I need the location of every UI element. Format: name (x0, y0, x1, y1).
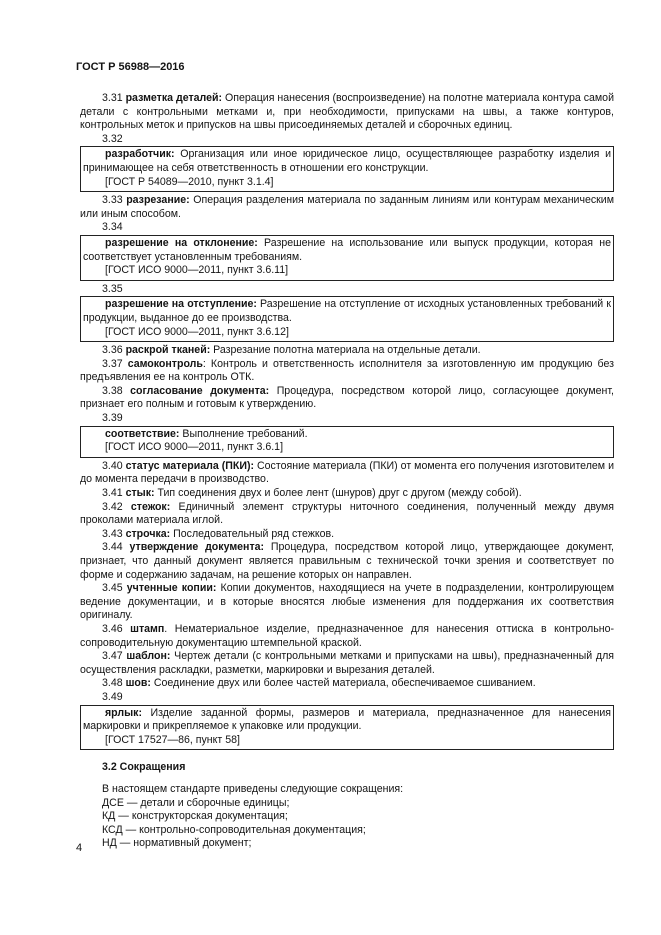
term-number: 3.49 (102, 690, 123, 703)
term-name: самоконтроль (127, 357, 203, 370)
page-number: 4 (76, 842, 83, 854)
section-title: 3.2 Сокращения (102, 761, 186, 774)
term-box-3-35: разрешение на отступление: Разрешение на отступление от исходных установленных требований к продукции, выданное до ее производства. [ГОСТ ИСО 9000—2011, пункт 3.6.12] (80, 296, 614, 342)
abbreviation-item: ДСЕ — детали и сборочные единицы; (102, 796, 290, 809)
term-box-3-49: ярлык: Изделие заданной формы, размеров и материала, предназначенное для нанесения маркировки и прикрепляемое к упаковке или продукции. [ГОСТ 17527—86, пункт 58] (80, 705, 614, 751)
document-header: ГОСТ Р 56988—2016 (76, 61, 185, 73)
term-entry-3-36: 3.36 раскрой тканей: Разрезание полотна материала на отдельные детали. (102, 344, 481, 357)
term-name: разметка деталей: (125, 92, 223, 104)
abbreviation-item: НД — нормативный документ; (102, 837, 252, 850)
term-entry-3-46: 3.46 штамп. Нематериальное изделие, предназначенное для нанесения оттиска в контрольно-сопроводительную документацию штемпельной краской. (80, 622, 615, 649)
term-name: разрешение на отклонение: (105, 236, 258, 249)
term-entry-3-38: 3.38 согласование документа: Процедура, посредством которой лицо, согласующее документ, признает его полным и готовым к утверждению. (80, 384, 614, 411)
term-source: [ГОСТ ИСО 9000—2011, пункт 3.6.11] (105, 264, 289, 277)
term-entry-3-40: 3.40 статус материала (ПКИ): Состояние материала (ПКИ) от момента его получения изготовителем и до момента передачи в производство. (80, 459, 614, 486)
term-name: стык: (125, 487, 155, 500)
term-name: учтенные копии: (126, 582, 217, 595)
term-number: 3.39 (102, 412, 123, 425)
abbreviation-item: КСД — контрольно-сопроводительная документация; (102, 823, 366, 836)
term-entry-3-33: 3.33 разрезание: Операция разделения материала по заданным линиям или контурам механическим или иным способом. (80, 194, 615, 220)
term-name: строчка: (125, 527, 171, 540)
term-number: 3.32 (102, 132, 123, 145)
term-source: [ГОСТ Р 54089—2010, пункт 3.1.4] (105, 175, 274, 188)
term-name: стежок: (130, 500, 171, 513)
term-box-3-39: соответствие: Выполнение требований. [ГОСТ ИСО 9000—2011, пункт 3.6.1] (80, 426, 614, 458)
term-name: согласование документа: (130, 384, 270, 397)
term-entry-3-44: 3.44 утверждение документа: Процедура, посредством которой лицо, утверждающее документ, признает, что данный документ является правильным с технической точки зрения и соответствует по форме и содержанию задачам, на решение которых он направлен. (80, 541, 614, 581)
term-name: штамп (130, 622, 165, 635)
term-name: соответствие: (105, 427, 180, 440)
term-entry-3-42: 3.42 стежок: Единичный элемент структуры ниточного соединения, полученный между двумя проколами материала иглой. (80, 500, 614, 527)
term-entry-3-31: 3.31 разметка деталей: Операция нанесения (воспроизведение) на полотне материала контура самой детали с контрольными метками и, при необходимости, припусками на швы, а также контуров, контрольных меток и припусков на швы присоединяемых деталей и сборочных единиц. (80, 92, 614, 132)
term-source: [ГОСТ ИСО 9000—2011, пункт 3.6.12] (105, 325, 289, 338)
term-entry-3-48: 3.48 шов: Соединение двух или более частей материала, обеспечиваемое сшиванием. (102, 677, 536, 690)
term-entry-3-37: 3.37 самоконтроль: Контроль и ответственность исполнителя за изготовленную им продукцию без предъявления ее на контроль ОТК. (80, 357, 615, 384)
term-name: статус материала (ПКИ): (125, 459, 255, 472)
term-name: разрешение на отступление: (105, 298, 257, 311)
term-box-3-34: разрешение на отклонение: Разрешение на использование или выпуск продукции, которая не соответствует установленным требованиям. [ГОСТ ИСО 9000—2011, пункт 3.6.11] (80, 235, 614, 281)
term-name: утверждение документа: (129, 541, 265, 554)
term-name: шов: (125, 677, 151, 690)
term-entry-3-47: 3.47 шаблон: Чертеж детали (с контрольными метками и припусками на швы), предназначенный для осуществления раскладки, разметки, маркировки и вырезания деталей. (80, 650, 614, 676)
section-intro: В настоящем стандарте приведены следующие сокращения: (102, 782, 404, 795)
abbreviation-item: КД — конструкторская документация; (102, 810, 288, 823)
term-entry-3-43: 3.43 строчка: Последовательный ряд стежков. (102, 527, 335, 540)
term-entry-3-41: 3.41 стык: Тип соединения двух и более лент (шнуров) друг с другом (между собой). (102, 487, 522, 500)
main-content (80, 92, 614, 851)
term-entry-3-45: 3.45 учтенные копии: Копии документов, находящиеся на учете в подразделении, контролирующем ведение документации, и в которые вносятся любые изменения для поддержания их соответствия оригиналу. (80, 582, 615, 622)
term-number: 3.35 (102, 282, 123, 295)
term-name: шаблон: (126, 650, 171, 663)
term-box-3-32: разработчик: Организация или иное юридическое лицо, осуществляющее разработку изделия и принимающее на себя ответственность в отношении его конструкции. [ГОСТ Р 54089—2010, пункт 3.1.4] (80, 146, 614, 192)
term-name: разработчик: (105, 148, 175, 161)
term-name: ярлык: (105, 706, 142, 719)
term-number: 3.34 (102, 221, 123, 234)
term-source: [ГОСТ ИСО 9000—2011, пункт 3.6.1] (105, 441, 284, 454)
term-name: раскрой тканей: (125, 344, 211, 357)
term-source: [ГОСТ 17527—86, пункт 58] (105, 733, 240, 746)
term-name: разрезание: (126, 194, 190, 207)
